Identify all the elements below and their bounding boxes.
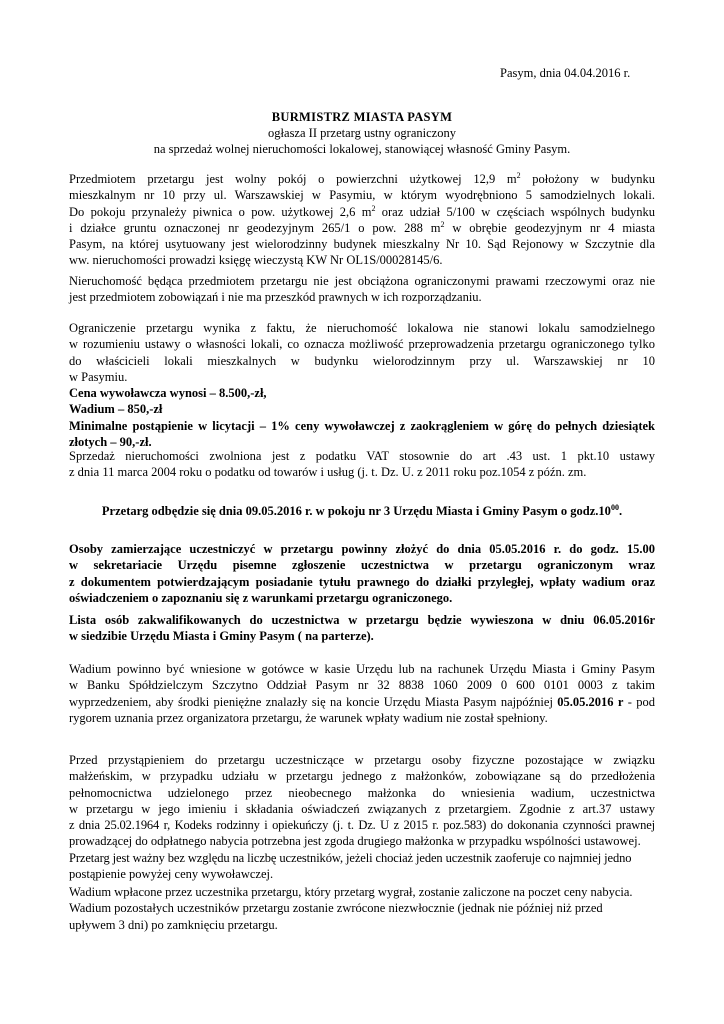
text-line: mieszkalnym nr 10 przy ul. Warszawskiej w Pasymiu, w którym wyodrębniono 5 samodzielnych lokali. (69, 188, 655, 203)
auction-date-line (69, 503, 655, 519)
text-line: rygorem uznania przez organizatora przetargu, że warunek wpłaty wadium nie został spełniony. (69, 710, 548, 725)
text-line: Sprzedaż nieruchomości zwolniona jest z podatku VAT stosownie do art .43 ust. 1 pkt.10 ustawy (69, 449, 655, 463)
text-line: w rozumieniu ustawy o własności lokali, co oznacza możliwość przeprowadzenia przetargu ograniczonego tylko (69, 337, 655, 352)
text-line: w Pasymiu. (69, 369, 128, 384)
text-line: Pasym, na której usytuowany jest wielorodzinny budynek mieszkalny Nr 10. Sąd Rejonowy w Szczytnie dla (69, 237, 655, 252)
announcement-subject: na sprzedaż wolnej nieruchomości lokalowej, stanowiącej własność Gminy Pasym. (153, 142, 571, 156)
text-line: prowadzącej do odpłatnego nabycia potrzebna jest zgoda drugiego małżonka w przypadku wspólności ustawowej. (69, 834, 641, 849)
text-line: Osoby zamierzające uczestniczyć w przetargu powinny złożyć do dnia 05.05.2016 r. do godz. 15.00 (69, 542, 655, 556)
paragraph-spouse-consent (69, 752, 655, 850)
text-line: pełnomocnictwa udzielonego przez nieobecnego małżonka do wniesienia wadium, uczestnictwa (69, 785, 655, 800)
text-line: Wadium wpłacone przez uczestnika przetargu, który przetarg wygrał, zostanie zaliczone na poczet ceny nabycia. (69, 885, 633, 899)
minimum-bid-increment: Minimalne postąpienie w licytacji – 1% ceny wywoławczej z zaokrągleniem w górę do pełnych dziesiątek (69, 418, 655, 433)
text-line: Ograniczenie przetargu wynika z faktu, że nieruchomość lokalowa nie stanowi lokalu samodzielnego (69, 321, 655, 335)
text-line: z dnia 25.02.1964 r, Kodeks rodzinny i opiekuńczy (j. t. Dz. U z 2015 r. poz.583) do dokonania czynności prawnej (69, 818, 655, 833)
text-line: upływem 3 dni) po zamknięciu przetargu. (69, 917, 278, 932)
text-line: jest przedmiotem zobowiązań i nie ma przeszkód prawnych w ich rozporządzaniu. (69, 290, 482, 305)
paragraph-vat (69, 448, 655, 481)
text-line: Przetarg jest ważny bez względu na liczbę uczestników, jeżeli chociaż jeden uczestnik zaoferuje co najmniej jedno (69, 851, 632, 865)
paragraph-encumbrances (69, 273, 655, 306)
paragraph-qualified-list (69, 612, 655, 645)
text-line: postąpienie powyżej ceny wywoławczej. (69, 867, 274, 882)
paragraph-deposit-return (69, 884, 655, 933)
text-line: Przetarg odbędzie się dnia 09.05.2016 r. w pokoju nr 3 Urzędu Miasta i Gminy Pasym o $godz.10^{00}$. (101, 502, 623, 518)
paragraph-restriction (69, 320, 655, 450)
announcement-subtitle: ogłasza II przetarg ustny ograniczony (268, 126, 456, 140)
text-line: do właścicieli lokali mieszkalnych w budynku wielorodzinnym przy ul. Warszawskiej nr 10 (69, 353, 655, 368)
text-line: oświadczeniem o zapoznaniu się z warunkami przetargu ograniczonego. (69, 590, 453, 605)
deposit-amount: Wadium – 850,-zł (69, 402, 163, 417)
text-line: Przedmiotem przetargu jest wolny pokój o powierzchni użytkowej 12,9 $m^2$ położony w budynku (69, 170, 655, 186)
text-line: Przed przystąpieniem do przetargu uczestniczące w przetargu osoby fizyczne pozostające w związku (69, 753, 655, 767)
text-line: w siedzibie Urzędu Miasta i Gminy Pasym ( na parterze). (69, 629, 374, 644)
text-line: w przetargu w jego imieniu i składania oświadczeń związanych z przetargiem. Zgodnie z art.37 ustawy (69, 801, 655, 816)
paragraph-validity (69, 850, 655, 883)
text-line: Wadium powinno być wniesione w gotówce w kasie Urzędu lub na rachunek Urzędu Miasta i Gminy Pasym (69, 662, 655, 676)
text-line: z dnia 11 marca 2004 roku o podatku od towarów i usług (j. t. Dz. U. z 2011 roku poz.1054 z późn. zm. (69, 465, 587, 480)
announcement-title: BURMISTRZ MIASTA PASYM (271, 110, 453, 124)
starting-price: Cena wywoławcza wynosi – 8.500,-zł, (69, 386, 267, 401)
paragraph-deposit-payment (69, 661, 655, 726)
date-line: Pasym, dnia 04.04.2016 r. (500, 66, 631, 80)
text-line: w sekretariacie Urzędu pisemne zgłoszenie uczestnictwa w przetargu ograniczonym wraz (69, 558, 655, 573)
paragraph-registration (69, 541, 655, 606)
text-line: z dokumentem potwierdzającym posiadanie tytułu prawnego do działki przyległej, wpłaty wadium oraz (69, 574, 655, 589)
minimum-bid-increment-cont: złotych – 90,-zł. (69, 435, 152, 450)
paragraph-subject-description (69, 171, 655, 269)
text-line: ww. nieruchomości prowadzi księgę wieczystą KW Nr OL1S/00028145/6. (69, 253, 443, 268)
text-line: w Banku Spółdzielczym Szczytno Oddział Pasym nr 32 8838 1060 2009 0 600 0101 0003 z takim (69, 678, 655, 693)
text-line: Do pokoju przynależy piwnica o pow. użytkowej 2,6 $m^2$ oraz udział 5/100 w częściach wspólnych budynku (69, 203, 656, 219)
text-line: i działce gruntu oznaczonej nr geodezyjnym 265/1 o pow. 288 $m^2$ w obrębie geodezyjnym nr 4 miasta (69, 219, 655, 235)
text-line: małżeńskim, w przypadku udziału w przetargu jednego z małżonków, zobowiązane są do przedłożenia (69, 769, 655, 784)
text-line: Nieruchomość będąca przedmiotem przetargu nie jest obciążona ograniczonymi prawami rzeczowymi oraz nie (69, 274, 655, 288)
text-line: Lista osób zakwalifikowanych do uczestnictwa w przetargu będzie wywieszona w dniu 06.05.2016r (69, 613, 655, 627)
text-line: wyprzedzeniem, aby środki pieniężne znalazły się na koncie Urzędu Miasta Pasym najpóźniej 05.05.2016 r - pod (69, 694, 655, 709)
text-line: Wadium pozostałych uczestników przetargu zostanie zwrócone niezwłocznie (jednak nie później niż przed (69, 901, 603, 916)
